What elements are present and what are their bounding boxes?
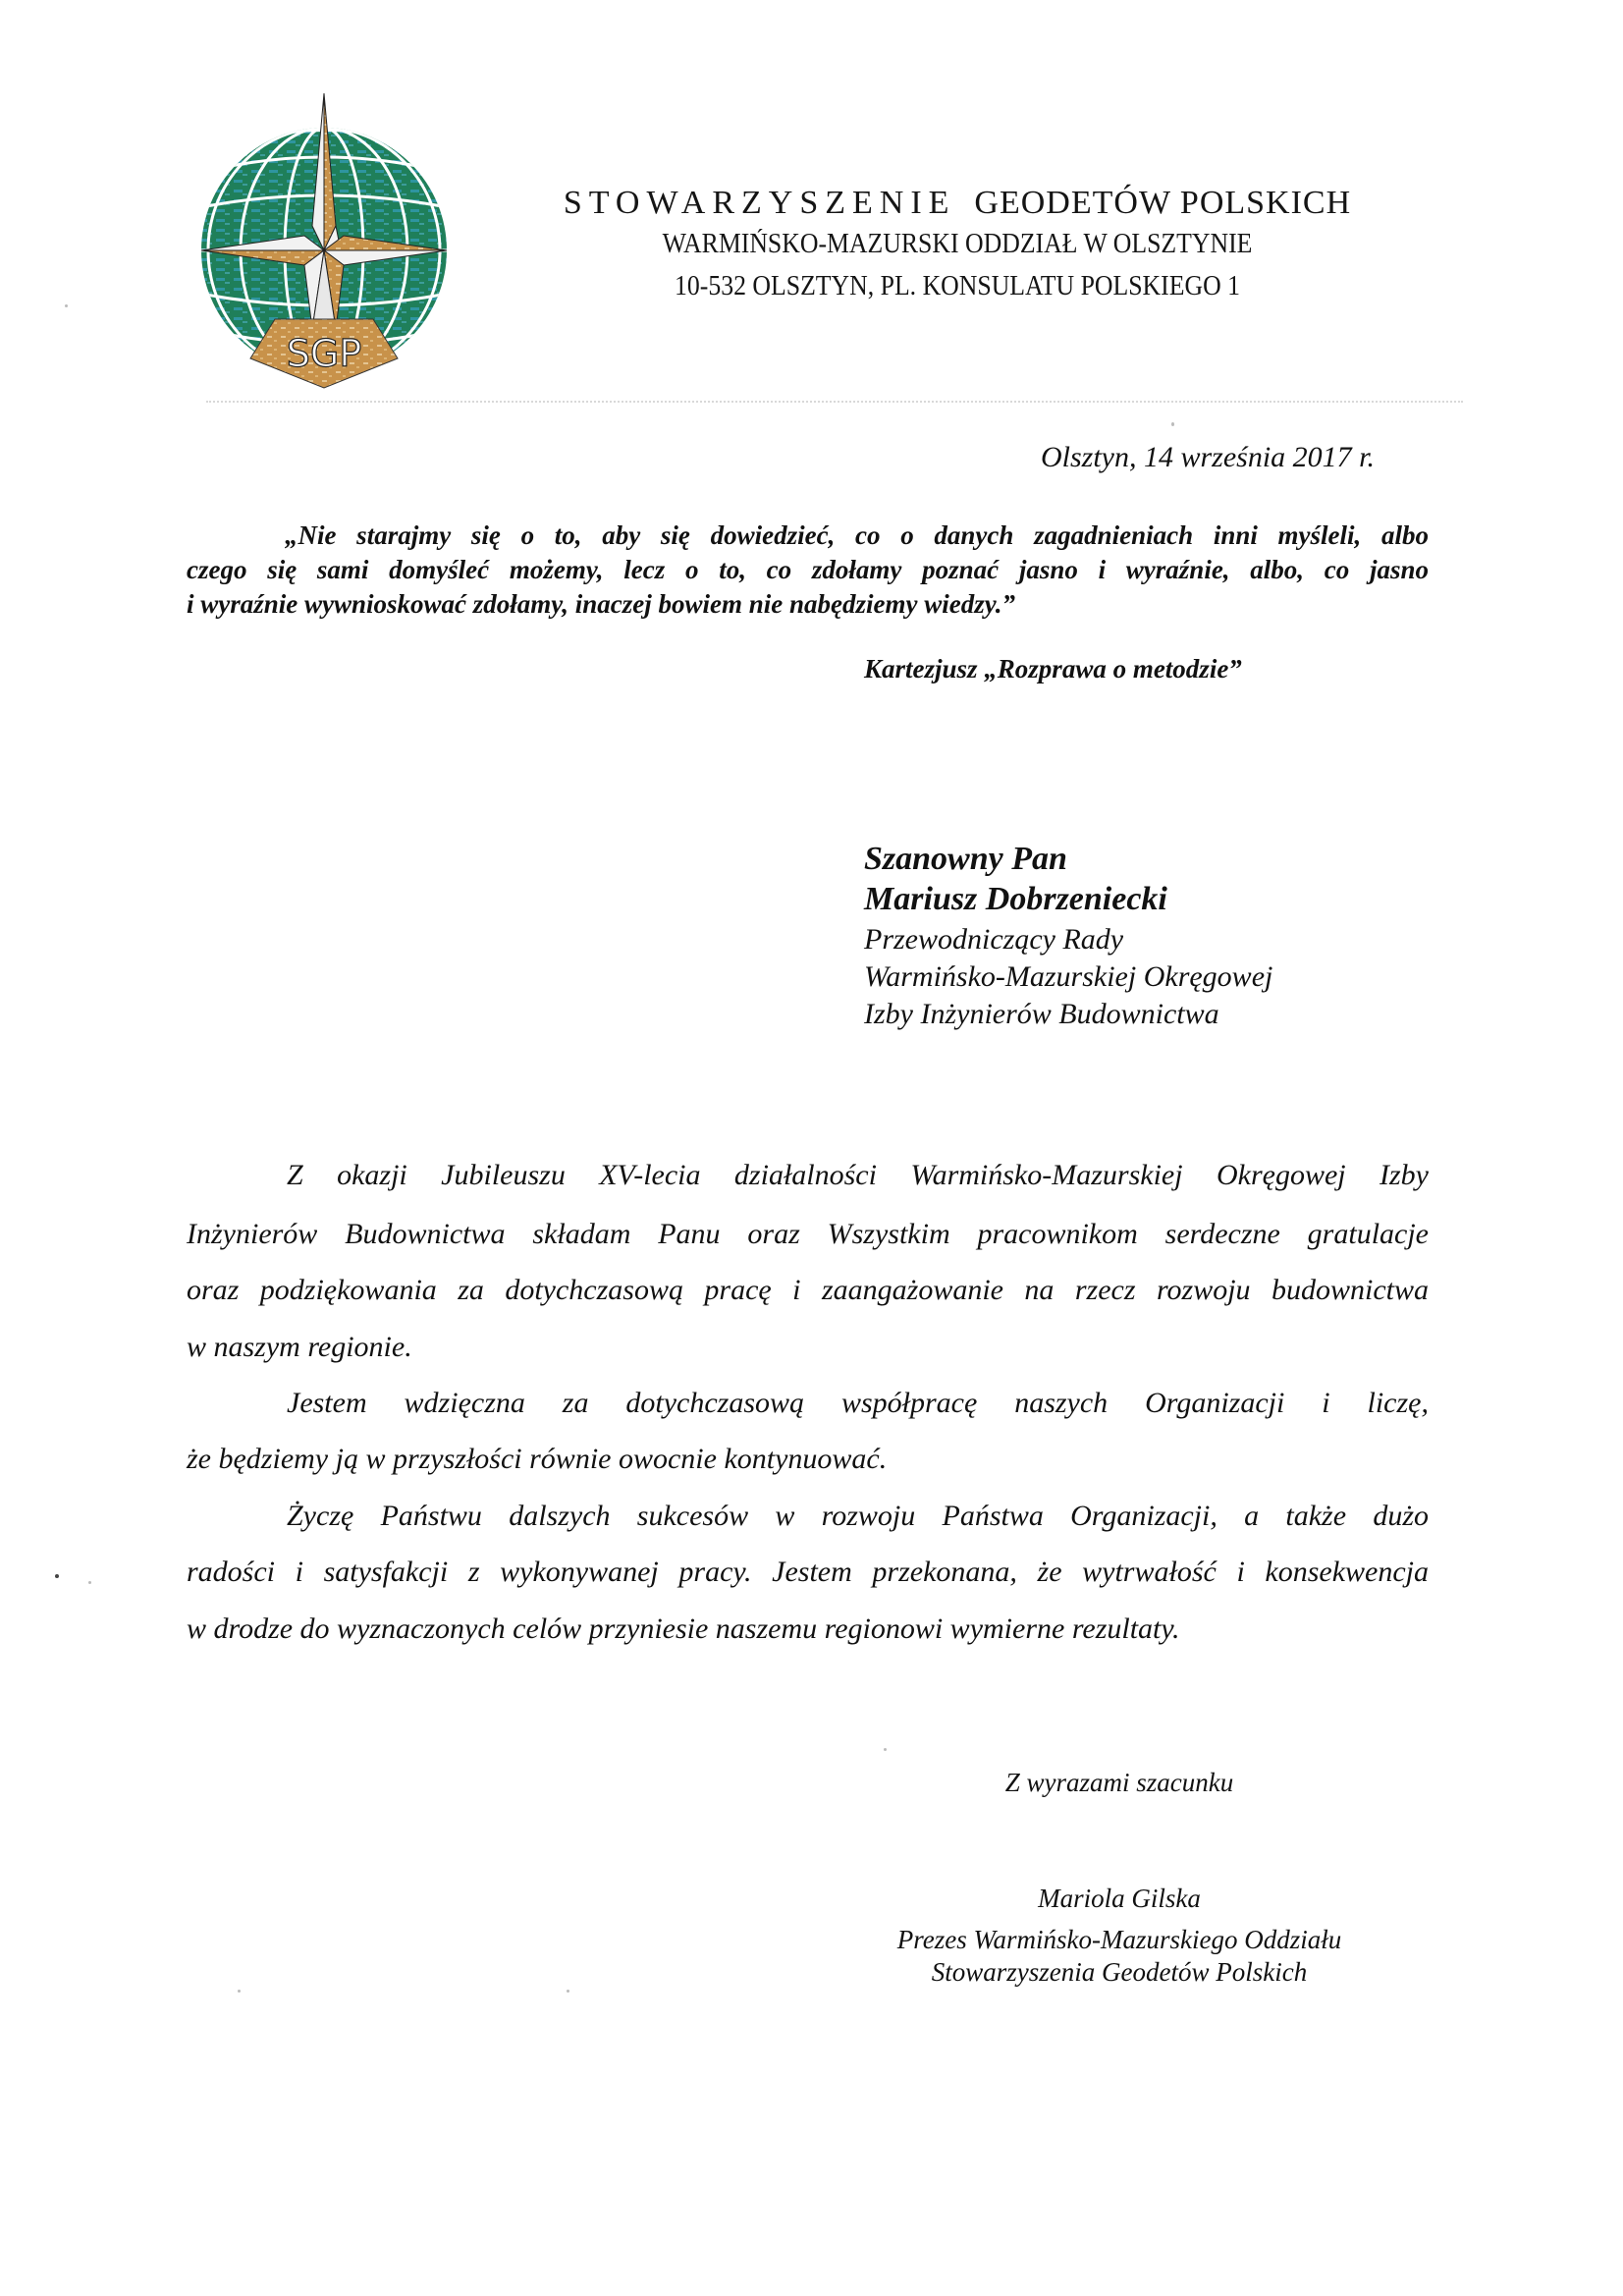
- body-line: Inżynierów Budownictwa składam Panu oraz Wszystkim pracownikom serdeczne gratulacje: [187, 1218, 1429, 1250]
- org-name-part2: GEODETÓW POLSKICH: [974, 185, 1352, 221]
- org-name-part1: STOWARZYSZENIE: [563, 185, 956, 221]
- scan-speck: [88, 1581, 91, 1584]
- signer-title-line: Prezes Warmińsko-Mazurskiego Oddziału: [896, 1925, 1342, 1954]
- scan-speck: [55, 1574, 59, 1578]
- scan-speck: [1171, 422, 1174, 426]
- body-line: że będziemy ją w przyszłości równie owocnie kontynuować.: [187, 1443, 888, 1475]
- globe-compass-icon: [196, 69, 452, 393]
- header-divider: [206, 401, 1463, 403]
- epigraph-attribution: Kartezjusz „Rozprawa o metodzie”: [864, 654, 1242, 683]
- signer-title-line: Stowarzyszenia Geodetów Polskich: [931, 1957, 1308, 1987]
- org-address: 10-532 OLSZTYN, PL. KONSULATU POLSKIEGO 1: [674, 271, 1241, 301]
- epigraph-line: i wyraźnie wywnioskować zdołamy, inaczej bowiem nie nabędziemy wiedzy.”: [187, 589, 1015, 619]
- sgp-logo: [196, 69, 452, 393]
- org-name: [491, 185, 1424, 222]
- addressee-title-line: Warmińsko-Mazurskiej Okręgowej: [864, 960, 1273, 993]
- addressee-name: Mariusz Dobrzeniecki: [864, 881, 1167, 917]
- body-line: w drodze do wyznaczonych celów przyniesie naszemu regionowi wymierne rezultaty.: [187, 1613, 1180, 1645]
- epigraph-line: czego się sami domyśleć możemy, lecz o to, co zdołamy poznać jasno i wyraźnie, albo, co jasno: [187, 555, 1429, 584]
- scan-speck: [65, 304, 68, 307]
- epigraph-line: „Nie starajmy się o to, aby się dowiedzieć, co o danych zagadnieniach inni myśleli, albo: [285, 520, 1429, 550]
- logo-text: SGP: [286, 332, 362, 375]
- body-line: Jestem wdzięczna za dotychczasową współpracę naszych Organizacji i liczę,: [287, 1387, 1429, 1419]
- org-branch: WARMIŃSKO-MAZURSKI ODDZIAŁ W OLSZTYNIE: [662, 229, 1253, 259]
- body-line: Z okazji Jubileuszu XV-lecia działalności Warmińsko-Mazurskiej Okręgowej Izby: [287, 1159, 1429, 1191]
- addressee-salutation: Szanowny Pan: [864, 841, 1067, 877]
- addressee-title-line: Izby Inżynierów Budownictwa: [864, 998, 1219, 1030]
- body-line: radości i satysfakcji z wykonywanej pracy. Jestem przekonana, że wytrwałość i konsekwencja: [187, 1556, 1429, 1588]
- body-line: oraz podziękowania za dotychczasową pracę i zaangażowanie na rzecz rozwoju budownictwa: [187, 1274, 1429, 1306]
- scan-speck: [884, 1748, 887, 1751]
- addressee-title-line: Przewodniczący Rady: [864, 923, 1124, 956]
- valediction: Z wyrazami szacunku: [1004, 1768, 1234, 1797]
- date-line: Olsztyn, 14 września 2017 r.: [1041, 441, 1376, 473]
- signer-name: Mariola Gilska: [1038, 1884, 1201, 1913]
- scan-speck: [567, 1990, 569, 1993]
- body-line: Życzę Państwu dalszych sukcesów w rozwoju Państwa Organizacji, a także dużo: [287, 1500, 1429, 1532]
- body-line: w naszym regionie.: [187, 1331, 412, 1363]
- scan-speck: [238, 1990, 241, 1993]
